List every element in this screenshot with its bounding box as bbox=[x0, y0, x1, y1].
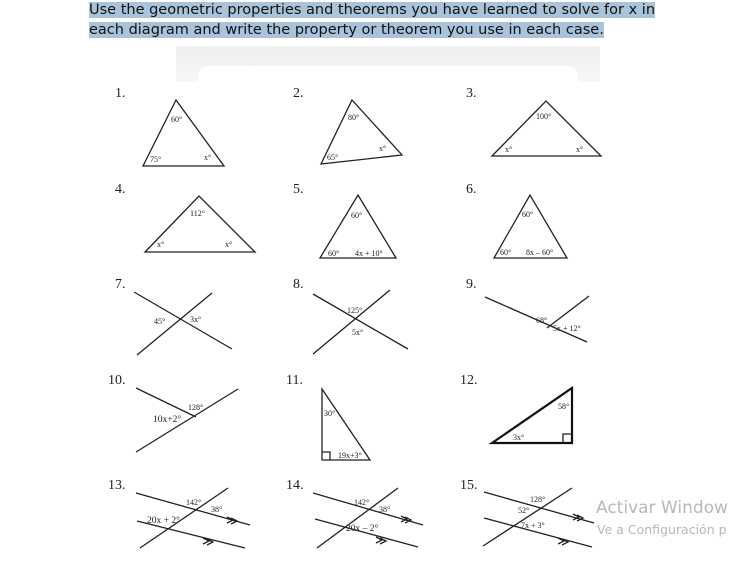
angle-label: 60° bbox=[171, 115, 183, 124]
problem-number: 12. bbox=[460, 373, 478, 388]
line bbox=[136, 388, 196, 417]
problem-number: 4. bbox=[115, 182, 126, 197]
angle-label: 125° bbox=[347, 306, 363, 315]
angle-label: 80° bbox=[348, 113, 360, 122]
windows-activation-watermark-subtitle: Ve a Configuración p bbox=[597, 522, 727, 537]
problem-number: 9. bbox=[466, 277, 477, 292]
transversal bbox=[317, 488, 398, 548]
angle-label: 58° bbox=[558, 402, 570, 411]
right-angle-marker bbox=[322, 452, 330, 460]
problem-number: 10. bbox=[108, 373, 126, 388]
problem-number: 13. bbox=[108, 478, 126, 493]
angle-label: 100° bbox=[536, 112, 552, 121]
problem-number: 3. bbox=[466, 86, 477, 101]
line bbox=[313, 290, 390, 354]
problem-6 bbox=[466, 182, 567, 258]
angle-label: 128° bbox=[188, 403, 204, 412]
problem-11 bbox=[286, 373, 370, 460]
angle-label: 7x + 3° bbox=[521, 521, 545, 530]
angle-label: 68° bbox=[536, 316, 548, 325]
angle-label: 38° bbox=[379, 505, 391, 514]
problem-number: 14. bbox=[286, 478, 304, 493]
angle-label: x° bbox=[204, 153, 212, 162]
angle-label: 142° bbox=[186, 498, 202, 507]
problem-number: 7. bbox=[115, 277, 126, 292]
right-angle-marker bbox=[563, 434, 572, 443]
line bbox=[313, 294, 408, 349]
right-triangle bbox=[492, 388, 572, 443]
problem-9 bbox=[466, 277, 589, 342]
angle-label: 142° bbox=[354, 498, 370, 507]
problem-1 bbox=[115, 86, 224, 166]
problem-number: 8. bbox=[293, 277, 304, 292]
angle-label: 60° bbox=[328, 249, 340, 258]
line bbox=[134, 292, 232, 349]
angle-label: x° bbox=[157, 240, 165, 249]
problem-number: 11. bbox=[286, 373, 303, 388]
right-triangle bbox=[322, 389, 370, 460]
angle-label: x° bbox=[225, 240, 233, 249]
line bbox=[137, 293, 212, 355]
angle-label: 60° bbox=[522, 210, 534, 219]
problem-5 bbox=[293, 182, 396, 258]
problem-number: 2. bbox=[293, 86, 304, 101]
angle-label: 20x + 2° bbox=[147, 516, 180, 526]
angle-label: 75° bbox=[150, 155, 162, 164]
angle-label: 20x – 2° bbox=[346, 524, 379, 534]
problem-13 bbox=[108, 478, 250, 548]
problem-10 bbox=[108, 373, 238, 452]
problem-12 bbox=[460, 373, 572, 443]
problem-2 bbox=[293, 86, 402, 164]
parallel-arrow-marker bbox=[227, 517, 237, 524]
problem-number: 5. bbox=[293, 182, 304, 197]
angle-label: 128° bbox=[530, 495, 546, 504]
angle-label: 45° bbox=[154, 317, 166, 326]
angle-label: 5x° bbox=[352, 328, 364, 337]
windows-activation-watermark-title: Activar Window bbox=[596, 498, 728, 518]
angle-label: 65° bbox=[327, 153, 339, 162]
angle-label: 60° bbox=[351, 211, 363, 220]
angle-label: x° bbox=[505, 145, 513, 154]
problem-number: 15. bbox=[460, 478, 478, 493]
instructions-text: Use the geometric properties and theorems you have learned to solve for x in each diagram and write the property or theorem you use in each case. bbox=[89, 2, 656, 38]
problem-number: 1. bbox=[115, 86, 126, 101]
angle-label: 60° bbox=[500, 248, 512, 257]
angle-label: 4x + 10° bbox=[355, 249, 383, 258]
angle-label: 5x + 12° bbox=[553, 324, 581, 333]
angle-label: 10x+2° bbox=[153, 415, 182, 425]
line bbox=[136, 389, 238, 452]
problem-7 bbox=[115, 277, 232, 355]
problem-number: 6. bbox=[466, 182, 477, 197]
angle-label: 30° bbox=[324, 409, 336, 418]
angle-label: 112° bbox=[190, 209, 205, 218]
angle-label: 3x° bbox=[513, 433, 525, 442]
transversal bbox=[483, 488, 572, 546]
problem-3 bbox=[466, 86, 601, 156]
problem-15 bbox=[460, 478, 594, 547]
angle-label: 19x+3° bbox=[338, 451, 362, 460]
angle-label: 3x° bbox=[190, 315, 202, 324]
angle-label: x° bbox=[576, 145, 584, 154]
problem-14 bbox=[286, 478, 423, 548]
problem-8 bbox=[293, 277, 408, 354]
problem-4 bbox=[115, 182, 255, 252]
angle-label: 8x – 60° bbox=[526, 248, 554, 257]
angle-label: 38° bbox=[211, 505, 223, 514]
parallel-arrow-marker bbox=[558, 538, 568, 545]
angle-label: x° bbox=[379, 144, 387, 153]
angle-label: 52° bbox=[518, 506, 530, 515]
